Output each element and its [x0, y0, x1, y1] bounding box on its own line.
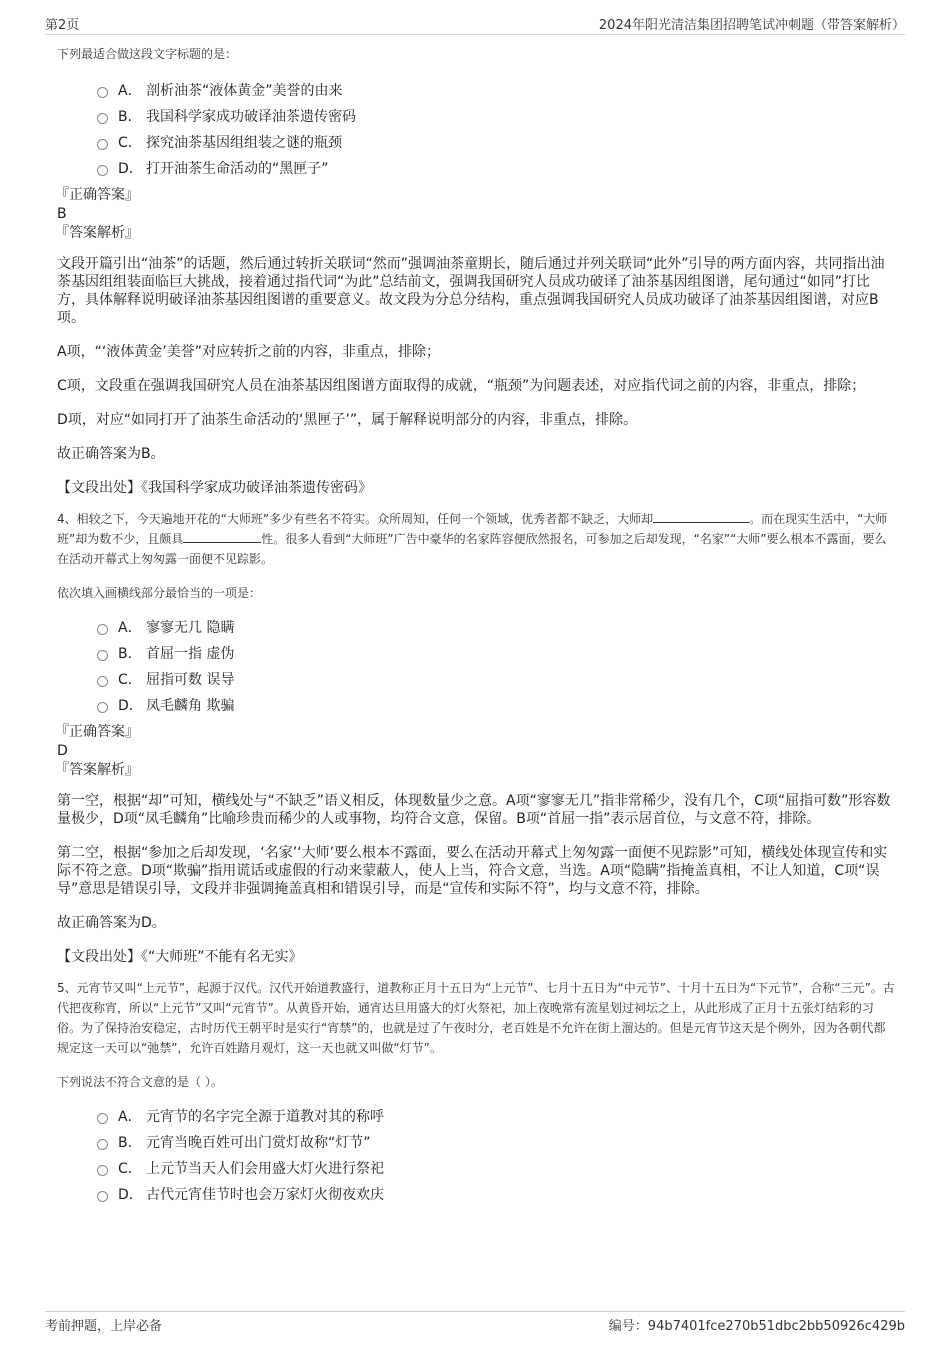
q3-option-b[interactable]: B． 我国科学家成功破译油茶遗传密码 — [97, 104, 897, 130]
q4-option-d[interactable]: D． 凤毛麟角 欺骗 — [97, 693, 897, 719]
q4-answer: D — [57, 743, 68, 759]
q3-option-a[interactable]: A． 剖析油茶“液体黄金”美誉的由来 — [97, 78, 897, 104]
radio-icon[interactable] — [97, 1113, 108, 1124]
q4-answer-label: 『正确答案』 — [55, 724, 139, 740]
radio-icon[interactable] — [97, 113, 108, 124]
q3-analysis-paragraph: C项，文段重在强调我国研究人员在油茶基因组图谱方面取得的成就，“瓶颈”为问题表述，对应指代词之前的内容，非重点，排除； — [57, 378, 866, 394]
q4-option-b[interactable]: B． 首屈一指 虚伪 — [97, 641, 897, 667]
q5-option-d[interactable]: D． 古代元宵佳节时也会万家灯火彻夜欢庆 — [97, 1182, 897, 1208]
q4-analysis-label: 『答案解析』 — [55, 762, 139, 778]
radio-icon[interactable] — [97, 676, 108, 687]
radio-icon[interactable] — [97, 1139, 108, 1150]
q4-analysis-paragraph: 第一空，根据“却”可知，横线处与“不缺乏”语义相反，体现数量少之意。A项“寥寥无几”指非常稀少，没有几个，C项“屈指可数”形容数量极少，D项“凤毛麟角”比喻珍贵而稀少的人或事物，均符合文意，保留。B项“首屈一指”表示居首位，与文意不符，排除。 — [57, 793, 891, 827]
q5-option-a[interactable]: A． 元宵节的名字完全源于道教对其的称呼 — [97, 1104, 897, 1130]
radio-icon[interactable] — [97, 1165, 108, 1176]
q3-analysis-paragraph: 文段开篇引出“油茶”的话题，然后通过转折关联词“然而”强调油茶童期长，随后通过并列关联词“此外”引导的两方面内容，共同指出油茶基因组组装面临巨大挑战，接着通过指代词“为此”总结前文，强调我国研究人员成功破译了油茶基因组图谱，尾句通过“如同”打比方，具体解释说明破译油茶基因组图谱的重要意义。故文段为分总分结构，重点强调我国研究人员成功破译了油茶基因组图谱，对应B项。 — [57, 256, 885, 326]
radio-icon[interactable] — [97, 87, 108, 98]
q3-source: 【文段出处】《我国科学家成功破译油茶遗传密码》 — [57, 480, 372, 496]
radio-icon[interactable] — [97, 702, 108, 713]
q4-prompt: 依次填入画横线部分最恰当的一项是： — [57, 586, 262, 600]
radio-icon[interactable] — [97, 650, 108, 661]
q4-analysis-paragraph: 第二空，根据“参加之后却发现，‘名家’‘大师’要么根本不露面，要么在活动开幕式上匆匆露一面便不见踪影”可知，横线处体现宣传和实际不符之意。D项“欺骗”指用谎话或虚假的行动来蒙蔽人，使人上当，符合文意，当选。A项“隐瞒”指掩盖真相，不让人知道，C项“误导”意思是错误引导，文段并非强调掩盖真相和错误引导，而是“宣传和实际不符”，均与文意不符，排除。 — [57, 845, 888, 897]
radio-icon[interactable] — [97, 1191, 108, 1202]
page-header — [45, 14, 905, 35]
q4-analysis-paragraph: 故正确答案为D。 — [57, 915, 166, 931]
q5-options — [57, 1104, 897, 1208]
q3-analysis-paragraph: D项，对应“如同打开了油茶生命活动的‘黑匣子’”，属于解释说明部分的内容，非重点，排除。 — [57, 412, 638, 428]
q4-passage: 4、相较之下，今天遍地开花的“大师班”多少有些名不符实。众所周知，任何一个领域，优秀者都不缺乏，大师却 。而在现实生活中，“大师班”却为数不少，且颇具 性。很多人看到“大师班”广告中豪华的名家阵容便欣然报名，可参加之后却发现，“名家”“大师”要么根本不露面，要么在活动开幕式上匆匆露一面便不见踪影。 — [57, 509, 897, 569]
document-code: 编号：94b7401fce270b51dbc2bb50926c429b — [608, 1319, 905, 1334]
q5-passage: 5、元宵节又叫“上元节”，起源于汉代。汉代开始道教盛行，道教称正月十五日为“上元节”、七月十五日为“中元节”、十月十五日为“下元节”，合称“三元”。古代把夜称宵，所以“上元节”又叫“元宵节”。从黄昏开始，通宵达旦用盛大的灯火祭祀，加上夜晚常有流星划过祠坛之上，从此形成了正月十五张灯结彩的习俗。为了保持治安稳定，古时历代王朝平时是实行“宵禁”的，也就是过了午夜时分，老百姓是不允许在街上溜达的。但是元宵节这天是个例外，因为各朝代都规定这一天可以“弛禁”，允许百姓踏月观灯，这一天也就又叫做“灯节”。 — [57, 981, 895, 1055]
q3-option-c[interactable]: C． 探究油茶基因组组装之谜的瓶颈 — [97, 130, 897, 156]
q3-analysis-paragraph: A项，“‘液体黄金’美誉”对应转折之前的内容，非重点，排除； — [57, 344, 440, 360]
q4-option-c[interactable]: C． 屈指可数 误导 — [97, 667, 897, 693]
q3-answer: B — [57, 206, 67, 222]
q3-option-d[interactable]: D． 打开油茶生命活动的“黑匣子” — [97, 156, 897, 182]
document-title: 2024年阳光清洁集团招聘笔试冲刺题（带答案解析） — [598, 18, 905, 33]
q3-answer-label: 『正确答案』 — [55, 187, 139, 203]
radio-icon[interactable] — [97, 165, 108, 176]
page-number: 第2页 — [45, 18, 80, 33]
q5-option-b[interactable]: B． 元宵当晚百姓可出门赏灯故称“灯节” — [97, 1130, 897, 1156]
page-content — [57, 44, 897, 1208]
q5-prompt: 下列说法不符合文意的是（ ）。 — [57, 1075, 223, 1089]
q4-source: 【文段出处】《“大师班”不能有名无实》 — [57, 949, 303, 965]
q3-options — [57, 78, 897, 182]
q5-option-c[interactable]: C． 上元节当天人们会用盛大灯火进行祭祀 — [97, 1156, 897, 1182]
q3-analysis-paragraph: 故正确答案为B。 — [57, 446, 165, 462]
radio-icon[interactable] — [97, 624, 108, 635]
q4-option-a[interactable]: A． 寥寥无几 隐瞒 — [97, 615, 897, 641]
fill-blank[interactable] — [183, 529, 261, 543]
page-footer — [45, 1311, 905, 1334]
q3-prompt: 下列最适合做这段文字标题的是： — [57, 47, 238, 61]
radio-icon[interactable] — [97, 139, 108, 150]
fill-blank[interactable] — [653, 509, 749, 523]
q4-options — [57, 615, 897, 719]
footer-slogan: 考前押题，上岸必备 — [45, 1319, 163, 1334]
q3-analysis-label: 『答案解析』 — [55, 225, 139, 241]
